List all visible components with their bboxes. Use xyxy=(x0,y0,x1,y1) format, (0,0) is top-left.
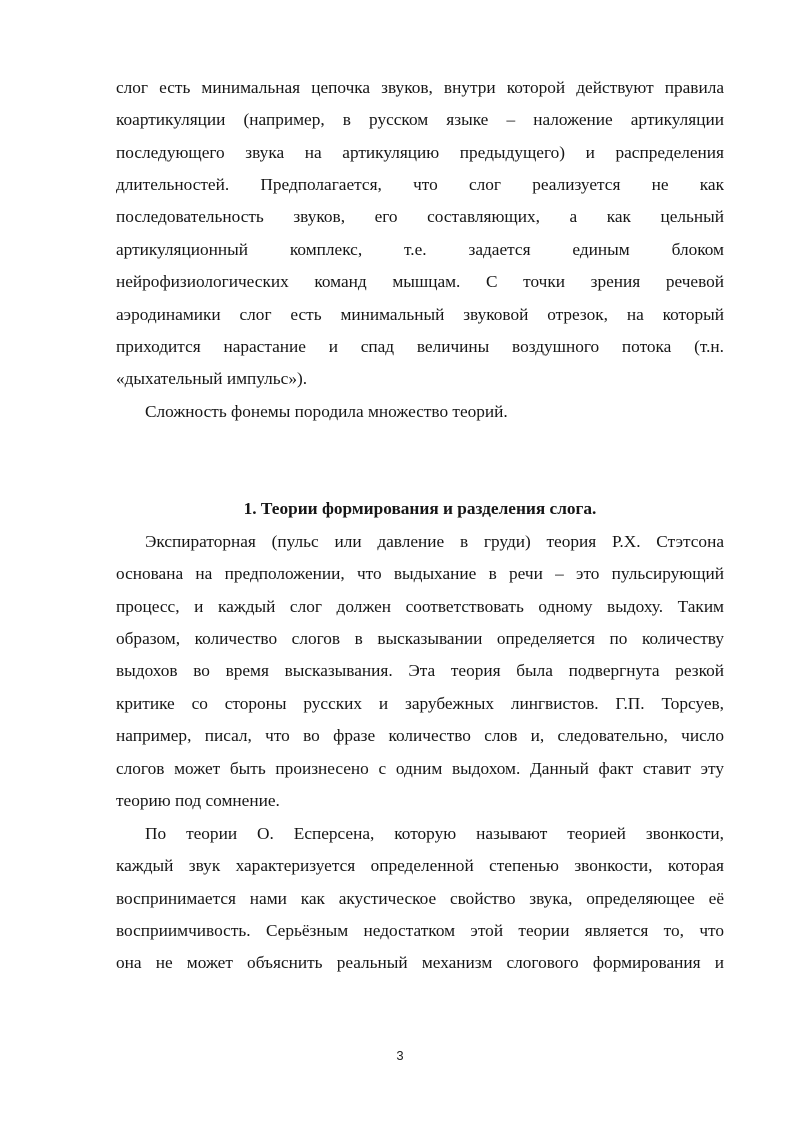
text-line: выдохов во время высказывания. Эта теория была подвергнута резкой xyxy=(116,661,724,680)
text-line: каждый звук характеризуется определенной степенью звонкости, которая xyxy=(116,856,724,875)
text-line: приходится нарастание и спад величины воздушного потока (т.н. xyxy=(116,337,724,356)
text-line: «дыхательный импульс»). xyxy=(116,369,308,388)
text-line: она не может объяснить реальный механизм слогового формирования и xyxy=(116,953,724,972)
section-heading: 1. Теории формирования и разделения слога. xyxy=(243,499,597,518)
text-line: последовательность звуков, его составляющих, а как цельный xyxy=(116,207,724,226)
text-line: восприимчивость. Серьёзным недостатком этой теории является то, что xyxy=(116,921,724,940)
text-line: например, писал, что во фразе количество слов и, следовательно, число xyxy=(116,726,724,745)
text-line: образом, количество слогов в высказывании определяется по количеству xyxy=(116,629,724,648)
text-line: По теории О. Есперсена, которую называют теорией звонкости, xyxy=(145,824,724,843)
text-line: последующего звука на артикуляцию предыдущего) и распределения xyxy=(116,143,724,162)
text-line: длительностей. Предполагается, что слог реализуется не как xyxy=(116,175,724,194)
text-line: Экспираторная (пульс или давление в груди) теория Р.Х. Стэтсона xyxy=(145,532,724,551)
text-line: основана на предположении, что выдыхание в речи – это пульсирующий xyxy=(116,564,724,583)
text-line: аэродинамики слог есть минимальный звуковой отрезок, на который xyxy=(116,305,724,324)
text-line: коартикуляции (например, в русском языке – наложение артикуляции xyxy=(116,110,724,129)
text-line: слогов может быть произнесено с одним выдохом. Данный факт ставит эту xyxy=(116,759,724,778)
text-line: артикуляционный комплекс, т.е. задается единым блоком xyxy=(116,240,724,259)
text-line: воспринимается нами как акустическое свойство звука, определяющее её xyxy=(116,889,724,908)
text-line: критике со стороны русских и зарубежных лингвистов. Г.П. Торсуев, xyxy=(116,694,724,713)
text-line: теорию под сомнение. xyxy=(116,791,280,810)
text-line: слог есть минимальная цепочка звуков, внутри которой действуют правила xyxy=(116,78,724,97)
text-line: процесс, и каждый слог должен соответствовать одному выдоху. Таким xyxy=(116,597,724,616)
text-line: Сложность фонемы породила множество теорий. xyxy=(145,402,508,421)
page-number: 3 xyxy=(396,1048,404,1063)
text-line: нейрофизиологических команд мышцам. С точки зрения речевой xyxy=(116,272,724,291)
